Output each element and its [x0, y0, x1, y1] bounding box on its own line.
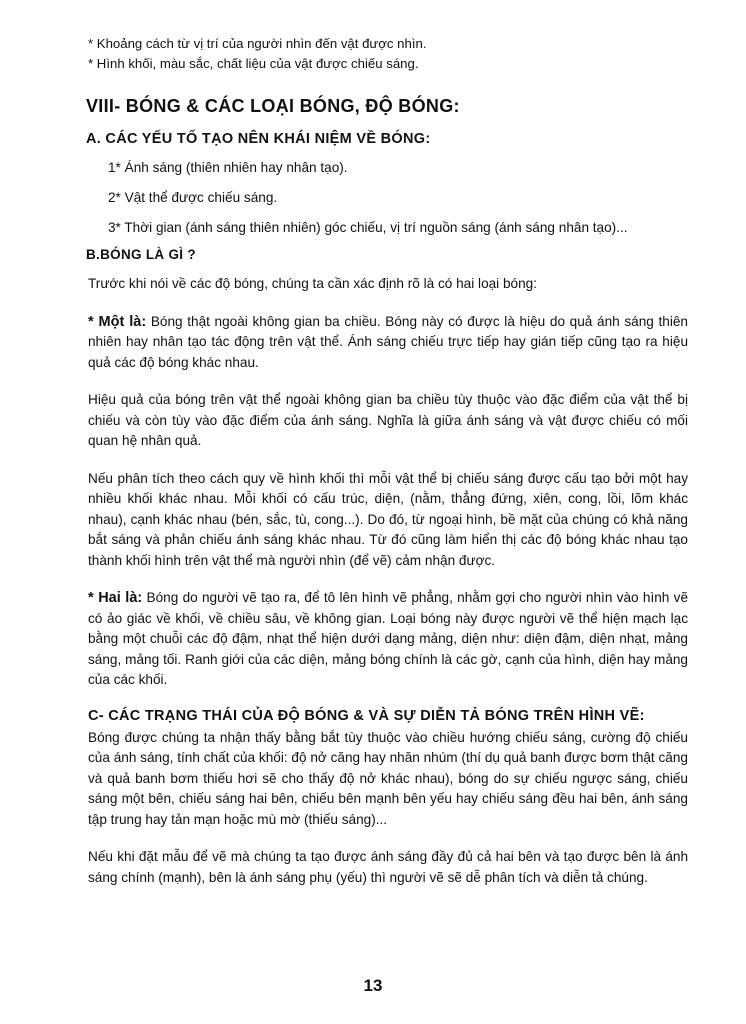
factor-item: 3* Thời gian (ánh sáng thiên nhiên) góc chiếu, vị trí nguồn sáng (ánh sáng nhân tạo)... [108, 220, 628, 235]
bullet-viewer-distance: * Khoảng cách từ vị trí của người nhìn đến vật được nhìn. [88, 36, 427, 51]
factor-item: 1* Ánh sáng (thiên nhiên hay nhân tạo). [108, 160, 348, 175]
second-kind-term: * Hai là: [88, 590, 143, 606]
paragraph-shadow-states: Bóng được chúng ta nhận thấy bằng bắt tùy thuộc vào chiều hướng chiếu sáng, cường độ chiếu của ánh sáng, tính chất của khối: độ nở căng hay nhăn nhúm (thí dụ quả banh được bơm thật căng và quả banh bơm thiếu hơi sẽ cho thấy độ nở khác nhau), bóng do sự chiếu ngược sáng, chiếu sáng một bên, chiếu sáng hai bên, chiếu bên mạnh bên yếu hay chiếu sáng đều hai bên, ánh sáng tập trung hay tản mạn hoặc mù mờ (thiếu sáng)... [88, 729, 688, 827]
section-viii-title: VIII- BÓNG & CÁC LOẠI BÓNG, ĐỘ BÓNG: [86, 96, 460, 116]
part-c-title: C- CÁC TRẠNG THÁI CỦA ĐỘ BÓNG & VÀ SỰ DIỄN TẢ BÓNG TRÊN HÌNH VẼ: [88, 707, 645, 724]
bullet-form-color-material: * Hình khối, màu sắc, chất liệu của vật được chiếu sáng. [88, 56, 419, 71]
factor-list [108, 153, 688, 243]
first-kind-text: Bóng thật ngoài không gian ba chiều. Bóng này có được là hiệu do quả ánh sáng thiên nhiên hay nhân tạo tác động trên vật thể. Ánh sáng chiếu trực tiếp hay gián tiếp cũng tạo ra hiệu quả các độ bóng khác nhau. [88, 313, 688, 370]
paragraph-form-analysis: Nếu phân tích theo cách quy về hình khối thì mỗi vật thể bị chiếu sáng được cấu tạo bởi một hay nhiều khối khác nhau. Mỗi khối có cấu trúc, diện, (nằm, thẳng đứng, xiên, cong, lồi, lõm khác nhau), cạnh khác nhau (bén, sắc, tù, cong...). Do đó, từ ngoại hình, bề mặt của chúng có khả năng bắt sáng và phản chiếu ánh sáng khác nhau. Từ đó cũng làm hiển thị các độ bóng khác nhau tạo thành khối hình trên vật thể mà người nhìn (để vẽ) cảm nhận được. [88, 470, 688, 568]
second-kind-text: Bóng do người vẽ tạo ra, để tô lên hình vẽ phẳng, nhằm gợi cho người nhìn vào hình vẽ có ảo giác về khối, về chiều sâu, về không gian. Loại bóng này được người vẽ thể hiện mạch lạc bằng một chuỗi các độ đậm, nhạt thể hiện dưới dạng mảng, diện như: diện đậm, diện nhạt, mảng sáng, mảng tối. Ranh giới của các diện, mảng bóng chính là các gờ, cạnh của hình, diện hay mảng của các khối. [88, 590, 689, 687]
paragraph-first-kind [88, 312, 688, 374]
page-number: 13 [363, 976, 383, 995]
part-b-title: B.BÓNG LÀ GÌ ? [86, 247, 196, 262]
paragraph-shadow-effect: Hiệu quả của bóng trên vật thể ngoài không gian ba chiều tùy thuộc vào đặc điểm của vật thể bị chiếu và còn tùy vào đặc điểm của ánh sáng. Nghĩa là giữa ánh sáng và vật được chiếu có mối quan hệ nhân quả. [88, 392, 688, 448]
paragraph-lighting-setup: Nếu khi đặt mẫu để vẽ mà chúng ta tạo được ánh sáng đầy đủ cả hai bên và tạo được bên là ánh sáng chính (mạnh), bên là ánh sáng phụ (yếu) thì người vẽ sẽ dễ phân tích và diễn tả chúng. [88, 849, 688, 885]
part-b-intro: Trước khi nói về các độ bóng, chúng ta cần xác định rõ là có hai loại bóng: [88, 276, 537, 291]
factor-item: 2* Vật thể được chiếu sáng. [108, 190, 278, 205]
part-a-title: A. CÁC YẾU TỐ TẠO NÊN KHÁI NIỆM VỀ BÓNG: [86, 131, 431, 147]
first-kind-term: * Một là: [88, 313, 147, 330]
paragraph-second-kind [88, 588, 688, 691]
